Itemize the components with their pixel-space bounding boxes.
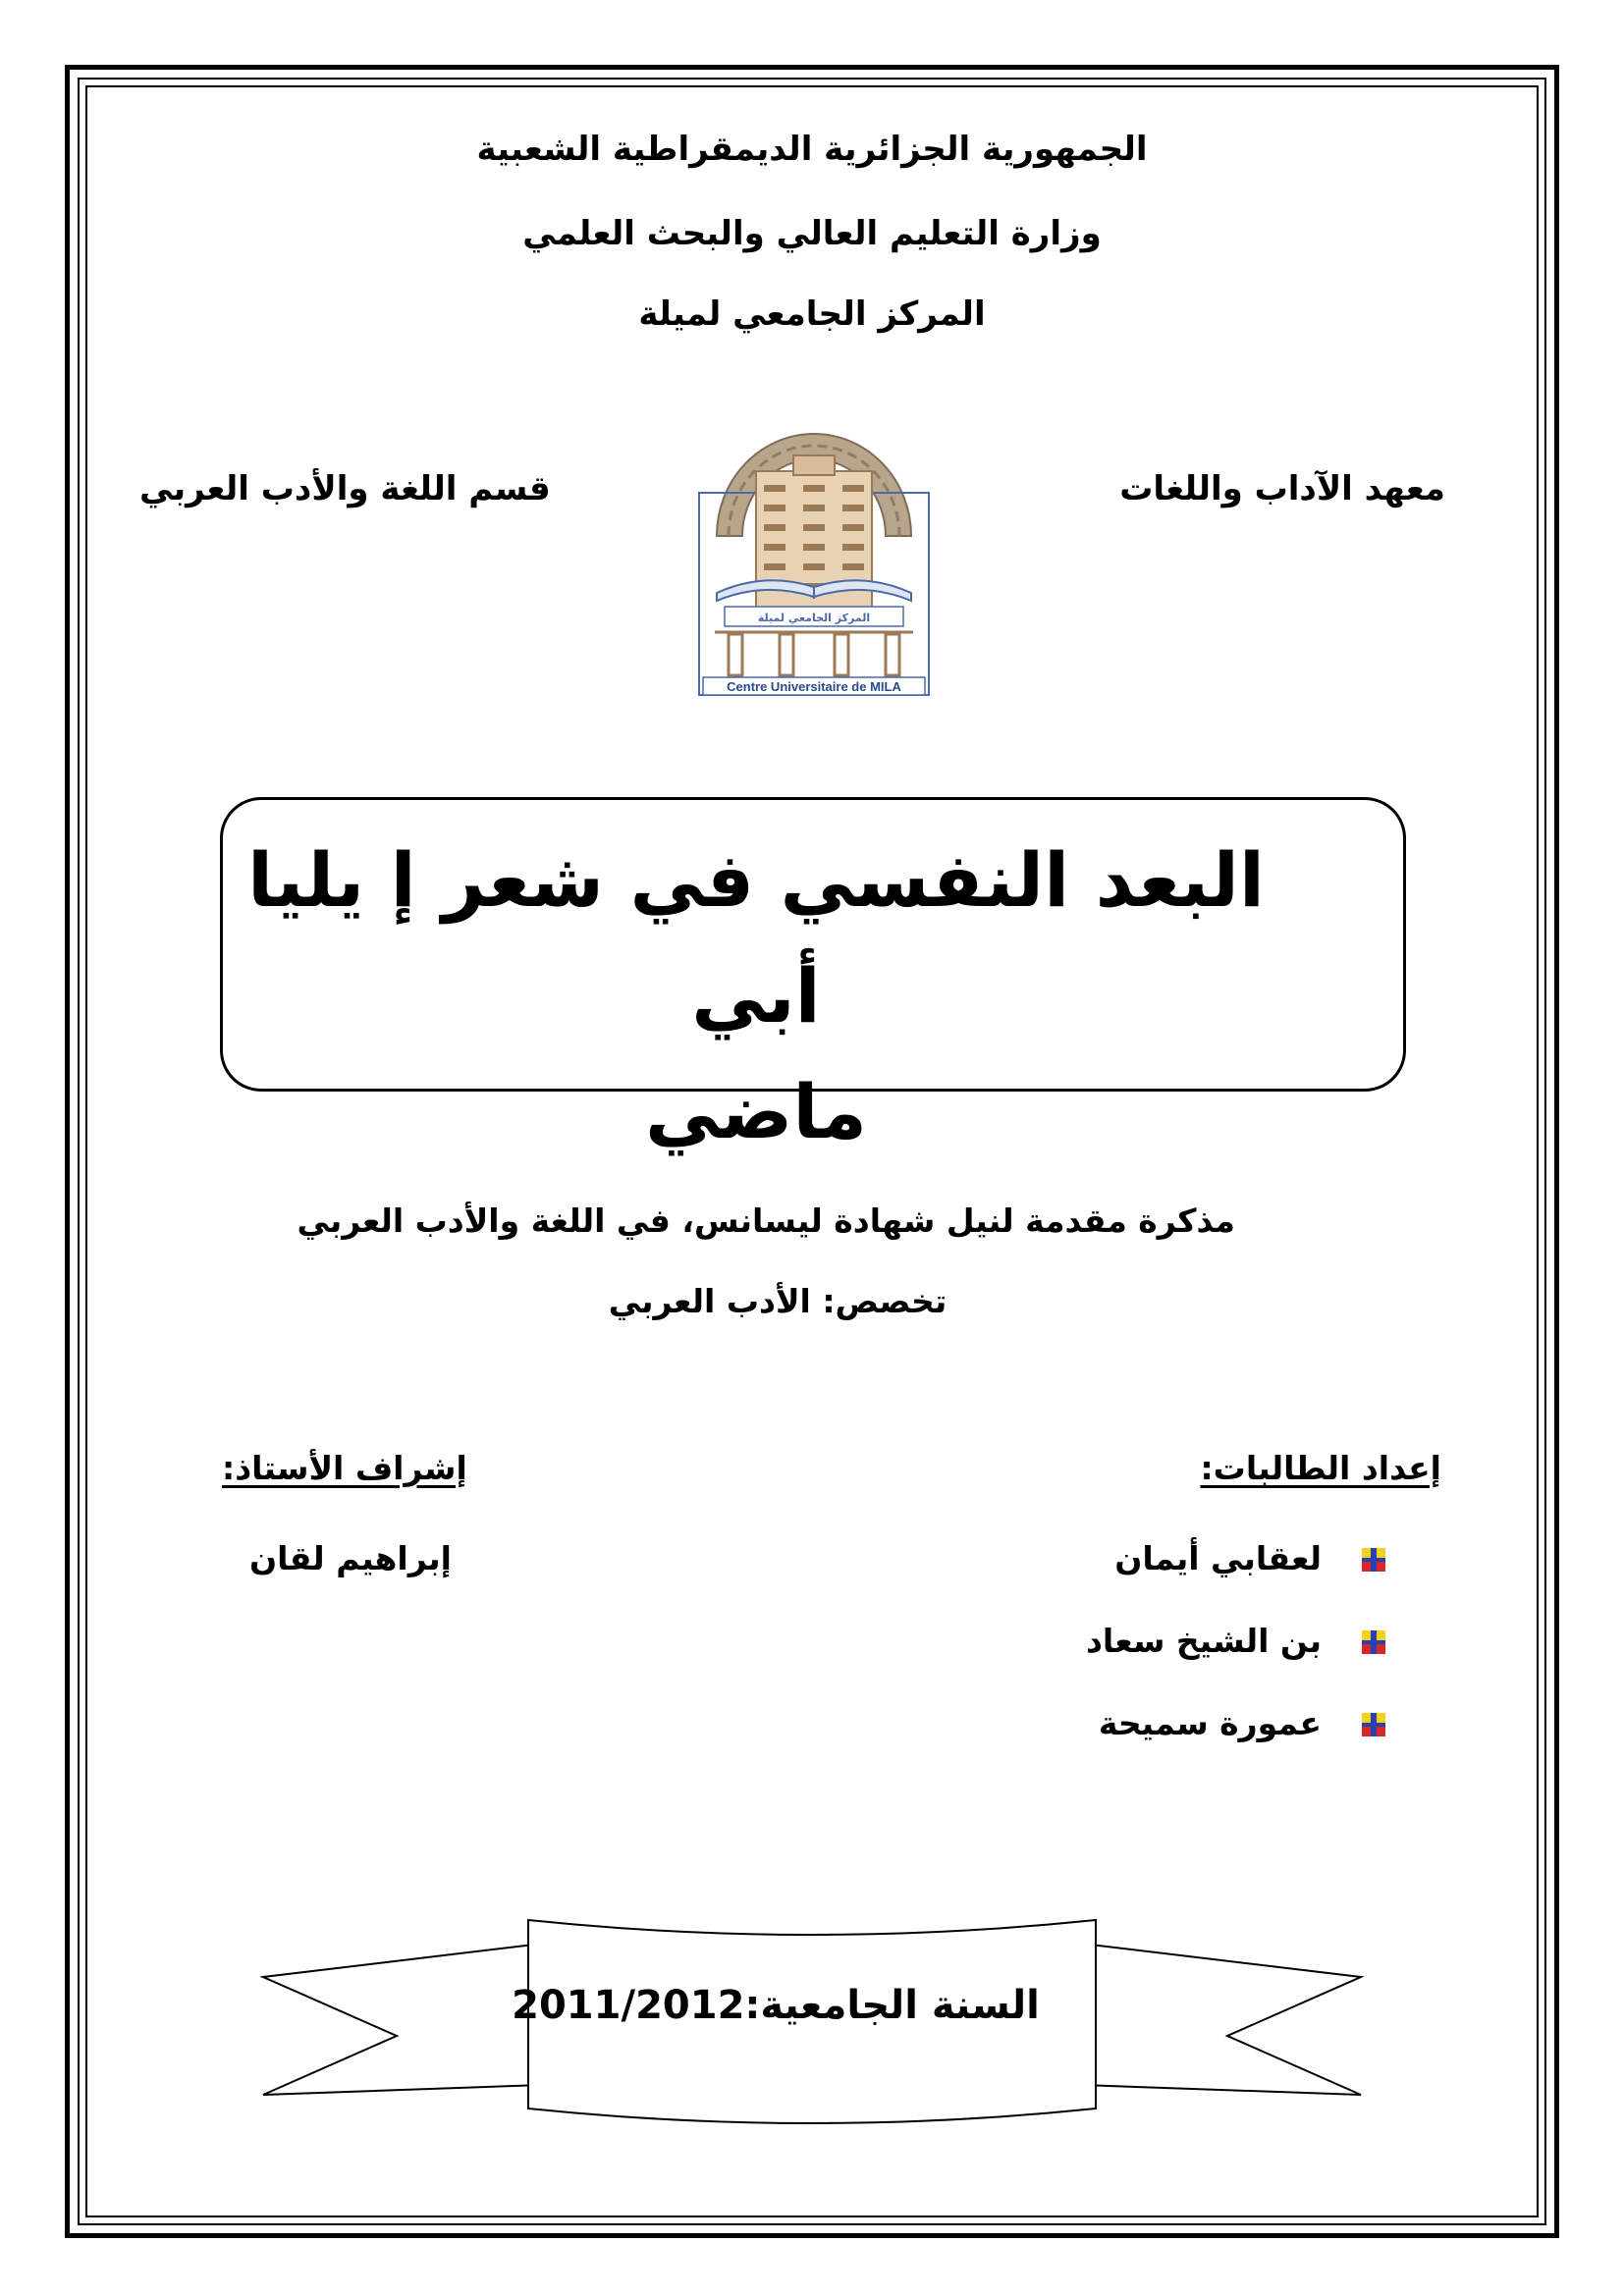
thesis-title-line-1: البعد النفسي في شعر إ يليا أبي xyxy=(247,836,1265,1040)
institute-label: معهد الآداب واللغات xyxy=(1119,469,1445,508)
university-logo xyxy=(695,391,933,699)
department-label: قسم اللغة والأدب العربي xyxy=(139,469,551,508)
student-name-1: لعقابي أيمان xyxy=(1114,1539,1322,1577)
thesis-description: مذكرة مقدمة لنيل شهادة ليسانس، في اللغة والأدب العربي xyxy=(297,1201,1235,1240)
logo-arabic-caption: المركز الجامعي لميلة xyxy=(757,612,871,624)
thesis-title xyxy=(236,823,1276,1170)
republic-heading: الجمهورية الجزائرية الديمقراطية الشعبية xyxy=(476,130,1148,169)
flag-bullet-icon xyxy=(1359,1710,1388,1739)
student-name-2: بن الشيخ سعاد xyxy=(1085,1622,1322,1660)
thesis-specialty: تخصص: الأدب العربي xyxy=(608,1282,947,1320)
academic-year: السنة الجامعية:2011/2012 xyxy=(512,1983,1040,2028)
logo-french-caption: Centre Universitaire de MILA xyxy=(727,679,901,694)
flag-bullet-icon xyxy=(1359,1628,1388,1657)
ministry-heading: وزارة التعليم العالي والبحث العلمي xyxy=(522,214,1102,253)
supervisor-name: إبراهيم لقان xyxy=(249,1539,452,1577)
university-center-heading: المركز الجامعي لميلة xyxy=(638,294,986,334)
thesis-title-line-2: ماضي xyxy=(645,1068,867,1155)
student-name-3: عمورة سميحة xyxy=(1098,1704,1322,1742)
flag-bullet-icon xyxy=(1359,1545,1388,1575)
students-label: إعداد الطالبات: xyxy=(1200,1449,1441,1487)
supervisor-label: إشراف الأستاذ: xyxy=(222,1449,467,1487)
